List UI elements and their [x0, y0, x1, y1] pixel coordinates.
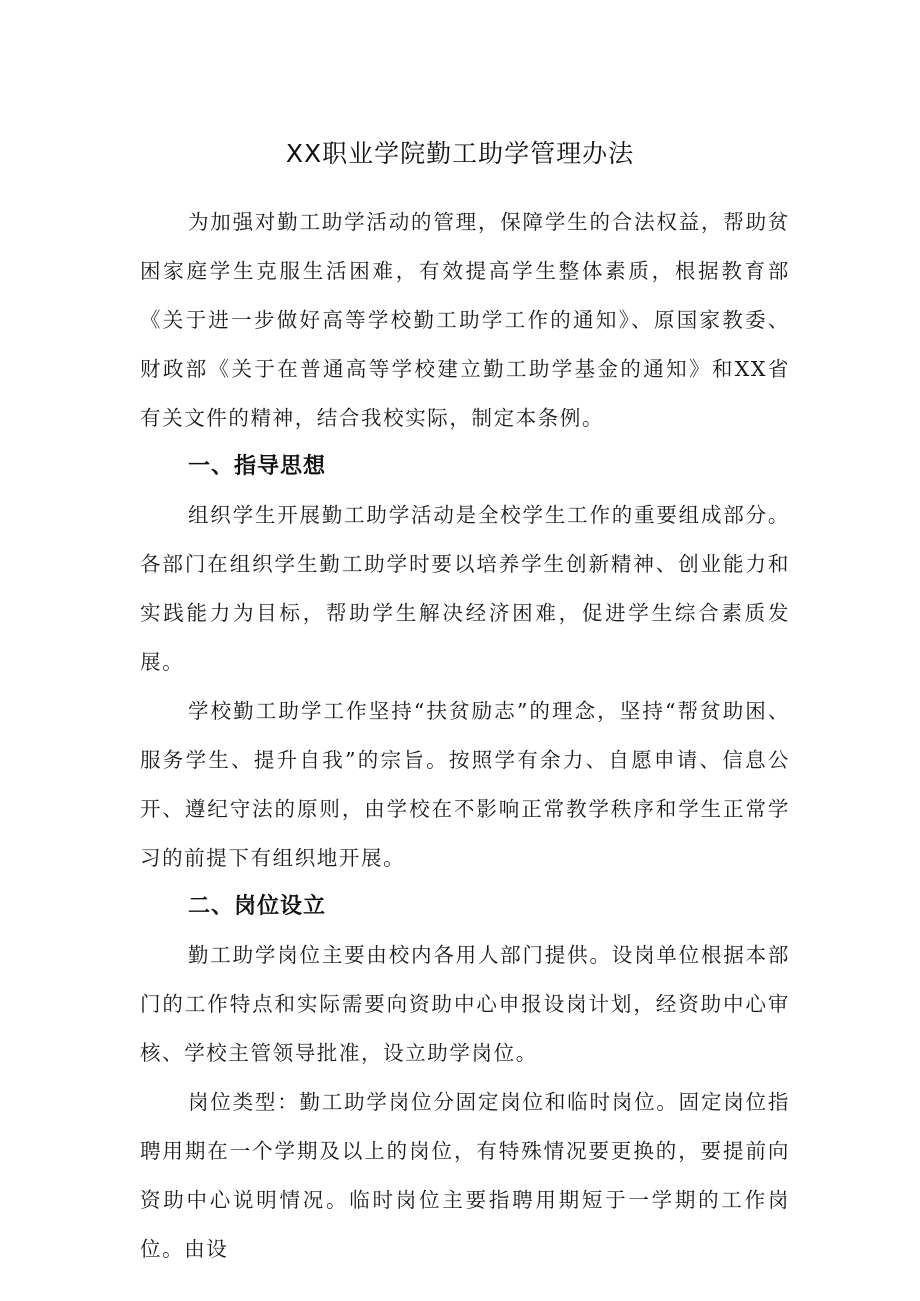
section-heading-guiding-ideology: 一、指导思想 [188, 454, 327, 479]
guiding-ideology-paragraph-2: 学校勤工助学工作坚持“扶贫励志”的理念，坚持“帮贫助困、服务学生、提升自我”的宗旨。按照学有余力、自愿申请、信息公开、遵纪守法的原则，由学校在不影响正常教学秩序和学生正常学习的前提下有组织地开展。 [140, 699, 790, 870]
document-body [140, 198, 790, 1274]
intro-paragraph: 为加强对勤工助学活动的管理，保障学生的合法权益，帮助贫困家庭学生克服生活困难，有效提高学生整体素质，根据教育部《关于进一步做好高等学校勤工助学工作的通知》、原国家教委、财政部《关于在普通高等学校建立勤工助学基金的通知》和XX省有关文件的精神，结合我校实际，制定本条例。 [140, 210, 790, 430]
position-types-paragraph: 岗位类型：勤工助学岗位分固定岗位和临时岗位。固定岗位指聘用期在一个学期及以上的岗位，有特殊情况要更换的，要提前向资助中心说明情况。临时岗位主要指聘用期短于一学期的工作岗位。由设 [140, 1090, 790, 1261]
section-heading-position-setup: 二、岗位设立 [188, 894, 327, 919]
position-setup-paragraph-1: 勤工助学岗位主要由校内各用人部门提供。设岗单位根据本部门的工作特点和实际需要向资助中心申报设岗计划，经资助中心审核、学校主管领导批准，设立助学岗位。 [140, 943, 790, 1065]
document-title: XX职业学院勤工助学管理办法 [285, 139, 635, 168]
guiding-ideology-paragraph-1: 组织学生开展勤工助学活动是全校学生工作的重要组成部分。各部门在组织学生勤工助学时要以培养学生创新精神、创业能力和实践能力为目标，帮助学生解决经济困难，促进学生综合素质发展。 [140, 503, 790, 674]
